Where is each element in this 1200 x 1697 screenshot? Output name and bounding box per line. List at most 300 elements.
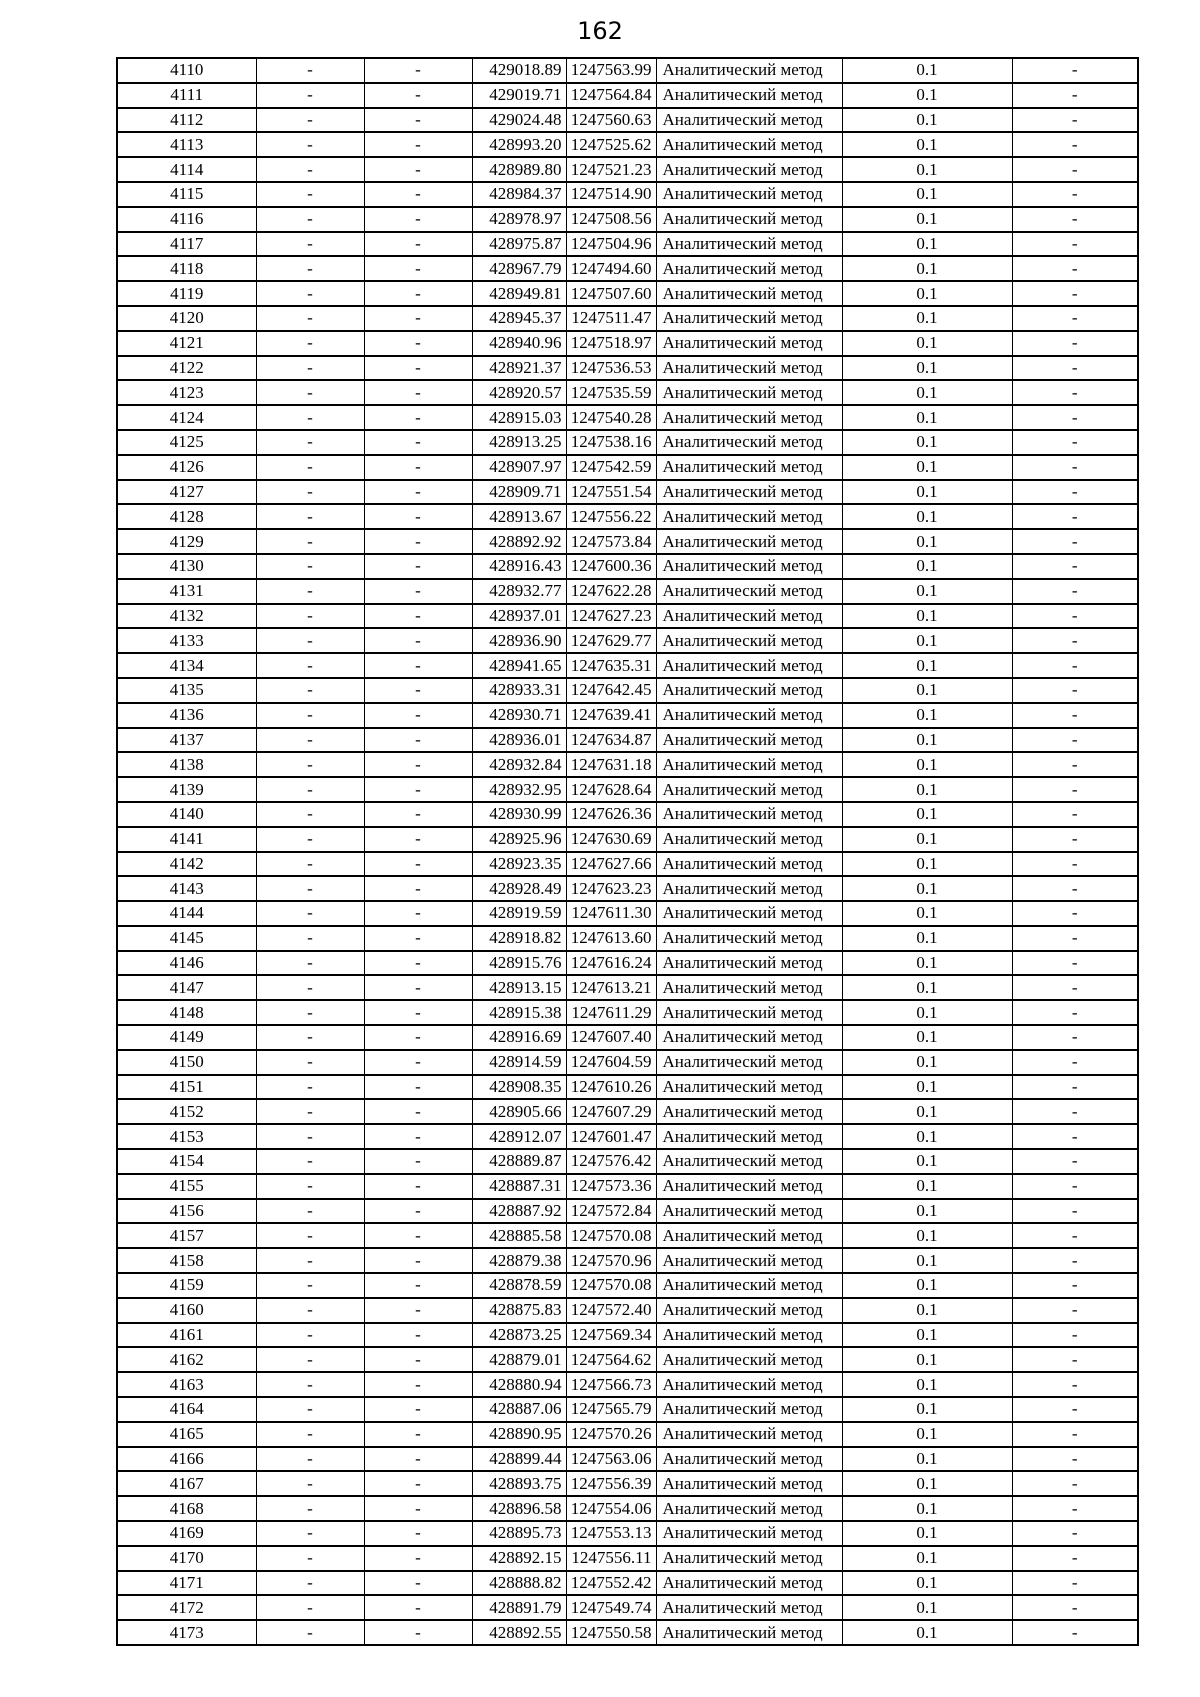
dash-cell: - — [364, 951, 472, 976]
method-cell: Аналитический метод — [656, 1273, 842, 1298]
dash-cell: - — [364, 157, 472, 182]
coordinates-table — [116, 57, 1139, 1646]
dash-cell: - — [256, 1571, 364, 1596]
dash-cell: - — [256, 1347, 364, 1372]
dash-cell: - — [364, 1124, 472, 1149]
x-coordinate-cell: 428923.35 — [472, 852, 566, 877]
point-number-cell: 4168 — [117, 1496, 256, 1521]
method-cell: Аналитический метод — [656, 777, 842, 802]
accuracy-cell: 0.1 — [842, 1298, 1012, 1323]
dash-cell: - — [256, 83, 364, 108]
accuracy-cell: 0.1 — [842, 951, 1012, 976]
point-number-cell: 4151 — [117, 1075, 256, 1100]
table-row — [117, 1521, 1138, 1546]
dash-cell: - — [1012, 331, 1138, 356]
x-coordinate-cell: 428880.94 — [472, 1372, 566, 1397]
dash-cell: - — [256, 256, 364, 281]
dash-cell: - — [256, 1199, 364, 1224]
table-row — [117, 1075, 1138, 1100]
dash-cell: - — [256, 827, 364, 852]
accuracy-cell: 0.1 — [842, 504, 1012, 529]
table-row — [117, 1372, 1138, 1397]
dash-cell: - — [364, 356, 472, 381]
dash-cell: - — [1012, 405, 1138, 430]
dash-cell: - — [256, 653, 364, 678]
y-coordinate-cell: 1247613.21 — [566, 975, 656, 1000]
y-coordinate-cell: 1247566.73 — [566, 1372, 656, 1397]
x-coordinate-cell: 428975.87 — [472, 232, 566, 257]
x-coordinate-cell: 428932.77 — [472, 579, 566, 604]
table-row — [117, 777, 1138, 802]
dash-cell: - — [364, 1174, 472, 1199]
y-coordinate-cell: 1247507.60 — [566, 281, 656, 306]
dash-cell: - — [1012, 108, 1138, 133]
y-coordinate-cell: 1247565.79 — [566, 1397, 656, 1422]
method-cell: Аналитический метод — [656, 1025, 842, 1050]
dash-cell: - — [1012, 1223, 1138, 1248]
table-row — [117, 1223, 1138, 1248]
dash-cell: - — [364, 1595, 472, 1620]
method-cell: Аналитический метод — [656, 380, 842, 405]
x-coordinate-cell: 428887.31 — [472, 1174, 566, 1199]
method-cell: Аналитический метод — [656, 281, 842, 306]
y-coordinate-cell: 1247536.53 — [566, 356, 656, 381]
point-number-cell: 4118 — [117, 256, 256, 281]
method-cell: Аналитический метод — [656, 1323, 842, 1348]
point-number-cell: 4165 — [117, 1422, 256, 1447]
y-coordinate-cell: 1247607.40 — [566, 1025, 656, 1050]
point-number-cell: 4121 — [117, 331, 256, 356]
dash-cell: - — [364, 430, 472, 455]
x-coordinate-cell: 428913.15 — [472, 975, 566, 1000]
y-coordinate-cell: 1247504.96 — [566, 232, 656, 257]
dash-cell: - — [364, 529, 472, 554]
dash-cell: - — [1012, 1199, 1138, 1224]
accuracy-cell: 0.1 — [842, 1149, 1012, 1174]
dash-cell: - — [1012, 529, 1138, 554]
point-number-cell: 4162 — [117, 1347, 256, 1372]
y-coordinate-cell: 1247570.26 — [566, 1422, 656, 1447]
y-coordinate-cell: 1247600.36 — [566, 554, 656, 579]
dash-cell: - — [1012, 951, 1138, 976]
dash-cell: - — [256, 306, 364, 331]
x-coordinate-cell: 428912.07 — [472, 1124, 566, 1149]
method-cell: Аналитический метод — [656, 1447, 842, 1472]
y-coordinate-cell: 1247540.28 — [566, 405, 656, 430]
x-coordinate-cell: 428909.71 — [472, 480, 566, 505]
method-cell: Аналитический метод — [656, 306, 842, 331]
table-row — [117, 405, 1138, 430]
accuracy-cell: 0.1 — [842, 703, 1012, 728]
table-row — [117, 1447, 1138, 1472]
accuracy-cell: 0.1 — [842, 529, 1012, 554]
page-number: 162 — [577, 17, 623, 45]
accuracy-cell: 0.1 — [842, 579, 1012, 604]
y-coordinate-cell: 1247569.34 — [566, 1323, 656, 1348]
dash-cell: - — [256, 1521, 364, 1546]
dash-cell: - — [1012, 1571, 1138, 1596]
dash-cell: - — [256, 504, 364, 529]
x-coordinate-cell: 428920.57 — [472, 380, 566, 405]
y-coordinate-cell: 1247549.74 — [566, 1595, 656, 1620]
dash-cell: - — [364, 1397, 472, 1422]
method-cell: Аналитический метод — [656, 1075, 842, 1100]
dash-cell: - — [256, 628, 364, 653]
x-coordinate-cell: 428892.55 — [472, 1620, 566, 1645]
method-cell: Аналитический метод — [656, 157, 842, 182]
dash-cell: - — [256, 1372, 364, 1397]
y-coordinate-cell: 1247552.42 — [566, 1571, 656, 1596]
dash-cell: - — [256, 455, 364, 480]
point-number-cell: 4132 — [117, 604, 256, 629]
y-coordinate-cell: 1247611.29 — [566, 1000, 656, 1025]
point-number-cell: 4147 — [117, 975, 256, 1000]
y-coordinate-cell: 1247635.31 — [566, 653, 656, 678]
dash-cell: - — [256, 1323, 364, 1348]
method-cell: Аналитический метод — [656, 1546, 842, 1571]
dash-cell: - — [256, 132, 364, 157]
dash-cell: - — [256, 1124, 364, 1149]
y-coordinate-cell: 1247525.62 — [566, 132, 656, 157]
dash-cell: - — [256, 108, 364, 133]
dash-cell: - — [256, 752, 364, 777]
dash-cell: - — [1012, 604, 1138, 629]
method-cell: Аналитический метод — [656, 1223, 842, 1248]
point-number-cell: 4119 — [117, 281, 256, 306]
dash-cell: - — [1012, 876, 1138, 901]
accuracy-cell: 0.1 — [842, 975, 1012, 1000]
dash-cell: - — [256, 1397, 364, 1422]
dash-cell: - — [1012, 653, 1138, 678]
dash-cell: - — [1012, 1000, 1138, 1025]
dash-cell: - — [364, 331, 472, 356]
table-row — [117, 1050, 1138, 1075]
y-coordinate-cell: 1247613.60 — [566, 926, 656, 951]
x-coordinate-cell: 428989.80 — [472, 157, 566, 182]
x-coordinate-cell: 428913.67 — [472, 504, 566, 529]
method-cell: Аналитический метод — [656, 728, 842, 753]
table-row — [117, 951, 1138, 976]
dash-cell: - — [1012, 554, 1138, 579]
point-number-cell: 4164 — [117, 1397, 256, 1422]
method-cell: Аналитический метод — [656, 1099, 842, 1124]
point-number-cell: 4173 — [117, 1620, 256, 1645]
x-coordinate-cell: 428892.92 — [472, 529, 566, 554]
table-row — [117, 1571, 1138, 1596]
method-cell: Аналитический метод — [656, 1248, 842, 1273]
accuracy-cell: 0.1 — [842, 876, 1012, 901]
y-coordinate-cell: 1247570.96 — [566, 1248, 656, 1273]
accuracy-cell: 0.1 — [842, 777, 1012, 802]
dash-cell: - — [256, 1422, 364, 1447]
dash-cell: - — [1012, 802, 1138, 827]
accuracy-cell: 0.1 — [842, 852, 1012, 877]
accuracy-cell: 0.1 — [842, 1620, 1012, 1645]
dash-cell: - — [364, 504, 472, 529]
accuracy-cell: 0.1 — [842, 58, 1012, 83]
dash-cell: - — [1012, 1149, 1138, 1174]
point-number-cell: 4122 — [117, 356, 256, 381]
point-number-cell: 4126 — [117, 455, 256, 480]
accuracy-cell: 0.1 — [842, 1595, 1012, 1620]
table-row — [117, 1124, 1138, 1149]
dash-cell: - — [1012, 1075, 1138, 1100]
table-row — [117, 1397, 1138, 1422]
method-cell: Аналитический метод — [656, 1199, 842, 1224]
point-number-cell: 4149 — [117, 1025, 256, 1050]
dash-cell: - — [256, 1050, 364, 1075]
x-coordinate-cell: 428949.81 — [472, 281, 566, 306]
y-coordinate-cell: 1247542.59 — [566, 455, 656, 480]
method-cell: Аналитический метод — [656, 182, 842, 207]
table-row — [117, 1199, 1138, 1224]
table-row — [117, 504, 1138, 529]
x-coordinate-cell: 428916.69 — [472, 1025, 566, 1050]
dash-cell: - — [256, 951, 364, 976]
y-coordinate-cell: 1247631.18 — [566, 752, 656, 777]
y-coordinate-cell: 1247623.23 — [566, 876, 656, 901]
dash-cell: - — [1012, 628, 1138, 653]
table-row — [117, 1595, 1138, 1620]
point-number-cell: 4116 — [117, 207, 256, 232]
table-row — [117, 1248, 1138, 1273]
dash-cell: - — [1012, 827, 1138, 852]
point-number-cell: 4134 — [117, 653, 256, 678]
y-coordinate-cell: 1247553.13 — [566, 1521, 656, 1546]
dash-cell: - — [1012, 1174, 1138, 1199]
table-row — [117, 975, 1138, 1000]
dash-cell: - — [256, 1273, 364, 1298]
table-row — [117, 455, 1138, 480]
dash-cell: - — [1012, 926, 1138, 951]
table-row — [117, 1099, 1138, 1124]
dash-cell: - — [364, 58, 472, 83]
table-row — [117, 827, 1138, 852]
dash-cell: - — [256, 852, 364, 877]
dash-cell: - — [364, 876, 472, 901]
table-row — [117, 132, 1138, 157]
x-coordinate-cell: 428908.35 — [472, 1075, 566, 1100]
x-coordinate-cell: 428933.31 — [472, 678, 566, 703]
table-row — [117, 1496, 1138, 1521]
method-cell: Аналитический метод — [656, 752, 842, 777]
dash-cell: - — [364, 1075, 472, 1100]
dash-cell: - — [256, 207, 364, 232]
accuracy-cell: 0.1 — [842, 1397, 1012, 1422]
point-number-cell: 4135 — [117, 678, 256, 703]
point-number-cell: 4170 — [117, 1546, 256, 1571]
y-coordinate-cell: 1247616.24 — [566, 951, 656, 976]
dash-cell: - — [364, 232, 472, 257]
point-number-cell: 4156 — [117, 1199, 256, 1224]
point-number-cell: 4113 — [117, 132, 256, 157]
dash-cell: - — [364, 480, 472, 505]
dash-cell: - — [1012, 182, 1138, 207]
x-coordinate-cell: 428896.58 — [472, 1496, 566, 1521]
y-coordinate-cell: 1247626.36 — [566, 802, 656, 827]
method-cell: Аналитический метод — [656, 1347, 842, 1372]
dash-cell: - — [256, 1620, 364, 1645]
accuracy-cell: 0.1 — [842, 157, 1012, 182]
accuracy-cell: 0.1 — [842, 926, 1012, 951]
method-cell: Аналитический метод — [656, 1050, 842, 1075]
point-number-cell: 4160 — [117, 1298, 256, 1323]
dash-cell: - — [256, 331, 364, 356]
accuracy-cell: 0.1 — [842, 108, 1012, 133]
table-row — [117, 1298, 1138, 1323]
dash-cell: - — [364, 628, 472, 653]
accuracy-cell: 0.1 — [842, 752, 1012, 777]
dash-cell: - — [256, 182, 364, 207]
dash-cell: - — [364, 777, 472, 802]
x-coordinate-cell: 428993.20 — [472, 132, 566, 157]
dash-cell: - — [256, 380, 364, 405]
method-cell: Аналитический метод — [656, 554, 842, 579]
dash-cell: - — [1012, 728, 1138, 753]
y-coordinate-cell: 1247627.66 — [566, 852, 656, 877]
dash-cell: - — [256, 876, 364, 901]
table-row — [117, 604, 1138, 629]
method-cell: Аналитический метод — [656, 653, 842, 678]
y-coordinate-cell: 1247535.59 — [566, 380, 656, 405]
dash-cell: - — [1012, 752, 1138, 777]
method-cell: Аналитический метод — [656, 703, 842, 728]
dash-cell: - — [364, 554, 472, 579]
accuracy-cell: 0.1 — [842, 1323, 1012, 1348]
x-coordinate-cell: 428937.01 — [472, 604, 566, 629]
dash-cell: - — [364, 604, 472, 629]
table-row — [117, 232, 1138, 257]
x-coordinate-cell: 428916.43 — [472, 554, 566, 579]
dash-cell: - — [1012, 356, 1138, 381]
method-cell: Аналитический метод — [656, 1149, 842, 1174]
y-coordinate-cell: 1247622.28 — [566, 579, 656, 604]
dash-cell: - — [256, 1099, 364, 1124]
method-cell: Аналитический метод — [656, 232, 842, 257]
y-coordinate-cell: 1247607.29 — [566, 1099, 656, 1124]
dash-cell: - — [364, 1496, 472, 1521]
point-number-cell: 4128 — [117, 504, 256, 529]
table-row — [117, 281, 1138, 306]
dash-cell: - — [364, 380, 472, 405]
table-row — [117, 182, 1138, 207]
dash-cell: - — [1012, 1298, 1138, 1323]
dash-cell: - — [256, 430, 364, 455]
point-number-cell: 4112 — [117, 108, 256, 133]
method-cell: Аналитический метод — [656, 1422, 842, 1447]
point-number-cell: 4157 — [117, 1223, 256, 1248]
table-row — [117, 256, 1138, 281]
dash-cell: - — [364, 728, 472, 753]
dash-cell: - — [1012, 1099, 1138, 1124]
x-coordinate-cell: 428928.49 — [472, 876, 566, 901]
point-number-cell: 4131 — [117, 579, 256, 604]
method-cell: Аналитический метод — [656, 1571, 842, 1596]
y-coordinate-cell: 1247556.22 — [566, 504, 656, 529]
point-number-cell: 4125 — [117, 430, 256, 455]
accuracy-cell: 0.1 — [842, 1447, 1012, 1472]
table-row — [117, 554, 1138, 579]
point-number-cell: 4145 — [117, 926, 256, 951]
dash-cell: - — [1012, 1471, 1138, 1496]
point-number-cell: 4114 — [117, 157, 256, 182]
accuracy-cell: 0.1 — [842, 132, 1012, 157]
dash-cell: - — [364, 1099, 472, 1124]
y-coordinate-cell: 1247630.69 — [566, 827, 656, 852]
point-number-cell: 4163 — [117, 1372, 256, 1397]
table-row — [117, 1471, 1138, 1496]
point-number-cell: 4133 — [117, 628, 256, 653]
dash-cell: - — [364, 1372, 472, 1397]
dash-cell: - — [256, 58, 364, 83]
x-coordinate-cell: 428893.75 — [472, 1471, 566, 1496]
dash-cell: - — [1012, 480, 1138, 505]
accuracy-cell: 0.1 — [842, 554, 1012, 579]
accuracy-cell: 0.1 — [842, 1199, 1012, 1224]
method-cell: Аналитический метод — [656, 1298, 842, 1323]
method-cell: Аналитический метод — [656, 1174, 842, 1199]
dash-cell: - — [256, 1496, 364, 1521]
dash-cell: - — [1012, 1447, 1138, 1472]
point-number-cell: 4169 — [117, 1521, 256, 1546]
dash-cell: - — [256, 1174, 364, 1199]
dash-cell: - — [1012, 1372, 1138, 1397]
dash-cell: - — [1012, 132, 1138, 157]
point-number-cell: 4142 — [117, 852, 256, 877]
dash-cell: - — [364, 703, 472, 728]
method-cell: Аналитический метод — [656, 876, 842, 901]
y-coordinate-cell: 1247564.84 — [566, 83, 656, 108]
table-row — [117, 430, 1138, 455]
table-row — [117, 331, 1138, 356]
point-number-cell: 4172 — [117, 1595, 256, 1620]
accuracy-cell: 0.1 — [842, 281, 1012, 306]
y-coordinate-cell: 1247556.39 — [566, 1471, 656, 1496]
x-coordinate-cell: 428925.96 — [472, 827, 566, 852]
x-coordinate-cell: 428878.59 — [472, 1273, 566, 1298]
y-coordinate-cell: 1247564.62 — [566, 1347, 656, 1372]
accuracy-cell: 0.1 — [842, 827, 1012, 852]
dash-cell: - — [1012, 1397, 1138, 1422]
dash-cell: - — [1012, 1496, 1138, 1521]
y-coordinate-cell: 1247601.47 — [566, 1124, 656, 1149]
dash-cell: - — [364, 901, 472, 926]
point-number-cell: 4166 — [117, 1447, 256, 1472]
table-row — [117, 852, 1138, 877]
dash-cell: - — [256, 802, 364, 827]
dash-cell: - — [1012, 1323, 1138, 1348]
table-row — [117, 653, 1138, 678]
dash-cell: - — [1012, 157, 1138, 182]
dash-cell: - — [256, 1075, 364, 1100]
dash-cell: - — [256, 579, 364, 604]
method-cell: Аналитический метод — [656, 331, 842, 356]
x-coordinate-cell: 428936.01 — [472, 728, 566, 753]
method-cell: Аналитический метод — [656, 628, 842, 653]
y-coordinate-cell: 1247634.87 — [566, 728, 656, 753]
dash-cell: - — [256, 1298, 364, 1323]
accuracy-cell: 0.1 — [842, 207, 1012, 232]
table-row — [117, 579, 1138, 604]
method-cell: Аналитический метод — [656, 604, 842, 629]
point-number-cell: 4136 — [117, 703, 256, 728]
x-coordinate-cell: 429019.71 — [472, 83, 566, 108]
dash-cell: - — [364, 579, 472, 604]
dash-cell: - — [256, 926, 364, 951]
x-coordinate-cell: 428936.90 — [472, 628, 566, 653]
accuracy-cell: 0.1 — [842, 653, 1012, 678]
dash-cell: - — [1012, 703, 1138, 728]
